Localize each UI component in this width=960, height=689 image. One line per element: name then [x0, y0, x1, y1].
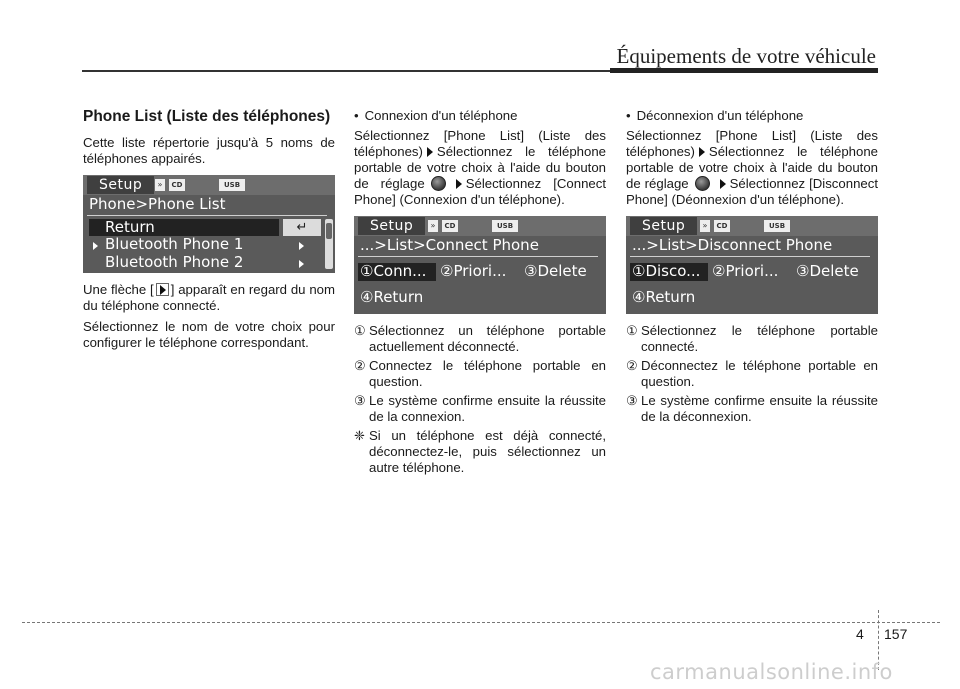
tune-knob-icon [431, 176, 446, 191]
list-item-number: ② [354, 358, 366, 373]
usb-icon: USB [764, 220, 790, 232]
chapter-number: 4 [856, 626, 864, 642]
screen-option-disco: ①Disco... [632, 262, 701, 280]
list-item-text: Le système confirme ensuite la réussite de la connexion. [369, 393, 606, 424]
screen-path: ...>List>Disconnect Phone [632, 236, 833, 254]
screen-option-priority: ②Priori... [712, 262, 779, 280]
list-item-text: Sélectionnez le téléphone portable connecté. [641, 323, 878, 354]
arrow-note-a: Une flèche [ [83, 282, 154, 297]
page-number: 157 [884, 626, 908, 642]
screen-divider [358, 256, 598, 257]
note-icon: ❈ [354, 428, 366, 443]
tune-knob-icon [695, 176, 710, 191]
list-item-number: ③ [626, 393, 638, 408]
list-item-text: Connectez le téléphone portable en question. [369, 358, 606, 389]
screen-disconnect-phone [626, 216, 878, 314]
bluetooth-icon: » [155, 179, 165, 191]
usb-icon: USB [492, 220, 518, 232]
disconnect-instructions [626, 128, 878, 208]
screen-row-return: Return [105, 218, 155, 236]
screen-option-priority: ②Priori... [440, 262, 507, 280]
list-item-text: Sélectionnez un téléphone portable actuellement déconnecté. [369, 323, 606, 354]
row-chevron-icon [299, 260, 304, 268]
arrow-symbol-icon [156, 283, 169, 296]
connect-instructions [354, 128, 606, 208]
bluetooth-icon: » [428, 220, 438, 232]
row-arrow-icon [93, 242, 98, 250]
column-disconnect [626, 108, 878, 428]
cd-icon: CD [169, 179, 185, 191]
instr-b: Sélectionnez le téléphone portable de votre choix à l'aide du bouton de réglage [354, 144, 606, 191]
screen-divider [87, 215, 327, 216]
row-chevron-icon [299, 242, 304, 250]
select-note: Sélectionnez le nom de votre choix pour configurer le téléphone correspondant. [83, 319, 335, 350]
section-heading: Phone List (Liste des téléphones) [83, 108, 331, 125]
list-item [626, 323, 878, 355]
screen-scrollbar-thumb [326, 223, 332, 239]
list-item-number: ③ [354, 393, 366, 408]
screen-option-return: ④Return [360, 288, 424, 306]
list-item-number: ① [626, 323, 638, 338]
screen-phone-list [83, 175, 335, 273]
list-item-number: ① [354, 323, 366, 338]
cd-icon: CD [714, 220, 730, 232]
instr-b: Sélectionnez le téléphone portable de votre choix à l'aide du bouton de réglage [626, 144, 878, 191]
back-icon: ↵ [283, 219, 321, 236]
arrow-icon [456, 179, 462, 189]
screen-option-delete: ③Delete [524, 262, 587, 280]
screen-connect-phone [354, 216, 606, 314]
screen-option-conn: ①Conn... [360, 262, 427, 280]
screen-path: ...>List>Connect Phone [360, 236, 539, 254]
watermark: carmanualsonline.info [650, 660, 893, 684]
arrow-icon [720, 179, 726, 189]
instr-c: Sélectionnez [Disconnect Phone] (Déonnexion d'un téléphone). [626, 176, 878, 207]
instr-a: Sélectionnez [Phone List] (Liste des téléphones) [354, 128, 606, 159]
arrow-note [83, 282, 335, 314]
column-connect [354, 108, 606, 479]
screen-row-phone-1: Bluetooth Phone 1 [105, 235, 244, 253]
page-header-title: Équipements de votre véhicule [616, 44, 876, 68]
screen-setup-tab: Setup [630, 217, 697, 235]
list-item-text: Le système confirme ensuite la réussite de la déconnexion. [641, 393, 878, 424]
arrow-icon [427, 147, 433, 157]
screen-setup-tab: Setup [358, 217, 425, 235]
intro-text: Cette liste répertorie jusqu'à 5 noms de téléphones appairés. [83, 135, 335, 166]
usb-icon: USB [219, 179, 245, 191]
bluetooth-icon: » [700, 220, 710, 232]
list-item-text: Déconnectez le téléphone portable en question. [641, 358, 878, 389]
list-item-number: ② [626, 358, 638, 373]
list-item-text: Si un téléphone est déjà connecté, déconnectez-le, puis sélectionnez un autre téléphone. [369, 428, 606, 475]
list-item [354, 323, 606, 355]
screen-row-phone-2: Bluetooth Phone 2 [105, 253, 244, 271]
arrow-icon [699, 147, 705, 157]
list-item [626, 393, 878, 425]
instr-a: Sélectionnez [Phone List] (Liste des téléphones) [626, 128, 878, 159]
footer-rule [22, 622, 940, 623]
list-item [626, 358, 878, 390]
list-item [354, 393, 606, 425]
arrow-note-b: ] apparaît en regard du nom du téléphone connecté. [83, 282, 335, 313]
bullet-connect: • Connexion d'un téléphone [354, 108, 606, 124]
screen-setup-tab: Setup [87, 176, 154, 194]
list-item [354, 358, 606, 390]
header-rule-accent [610, 68, 878, 73]
column-phone-list [83, 108, 335, 356]
cd-icon: CD [442, 220, 458, 232]
screen-option-delete: ③Delete [796, 262, 859, 280]
screen-path: Phone>Phone List [89, 195, 226, 213]
list-item-note [354, 428, 606, 476]
screen-divider [630, 256, 870, 257]
bullet-disconnect: • Déconnexion d'un téléphone [626, 108, 878, 124]
screen-option-return: ④Return [632, 288, 696, 306]
instr-c: Sélectionnez [Connect Phone] (Connexion d'un téléphone). [354, 176, 606, 207]
